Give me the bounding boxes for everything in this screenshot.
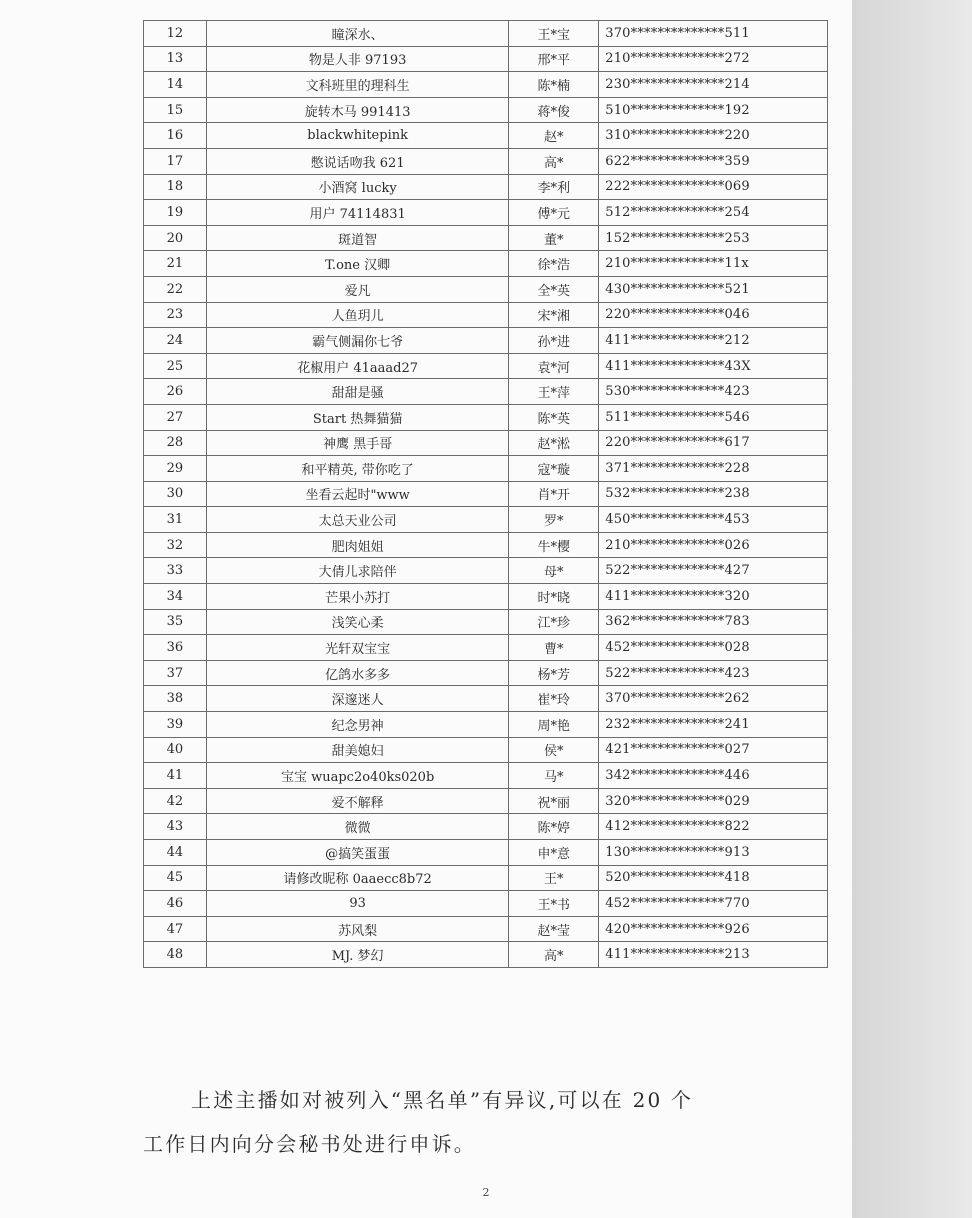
table-row: [144, 379, 828, 405]
id-number: 430**************521: [599, 276, 828, 302]
streamer-name: 崔*玲: [509, 686, 599, 712]
streamer-name: 马*: [509, 763, 599, 789]
id-number: 530**************423: [599, 379, 828, 405]
streamer-nickname: 浅笑心柔: [206, 609, 509, 635]
streamer-nickname: 憋说话吻我 621: [206, 148, 509, 174]
table-row: [144, 507, 828, 533]
streamer-name: 江*珍: [509, 609, 599, 635]
table-row: [144, 72, 828, 98]
id-number: 512**************254: [599, 200, 828, 226]
row-number: 37: [144, 660, 207, 686]
streamer-nickname: 深邃迷人: [206, 686, 509, 712]
streamer-nickname: 人鱼玥儿: [206, 302, 509, 328]
id-number: 230**************214: [599, 72, 828, 98]
row-number: 39: [144, 712, 207, 738]
id-number: 411**************213: [599, 942, 828, 968]
id-number: 452**************770: [599, 891, 828, 917]
id-number: 210**************11x: [599, 251, 828, 277]
id-number: 310**************220: [599, 123, 828, 149]
streamer-nickname: 光轩双宝宝: [206, 635, 509, 661]
id-number: 532**************238: [599, 481, 828, 507]
table-row: [144, 737, 828, 763]
table-row: [144, 302, 828, 328]
streamer-name: 时*晓: [509, 584, 599, 610]
streamer-nickname: @搞笑蛋蛋: [206, 840, 509, 866]
streamer-nickname: Start 热舞猫猫: [206, 404, 509, 430]
row-number: 40: [144, 737, 207, 763]
streamer-name: 赵*淞: [509, 430, 599, 456]
id-number: 232**************241: [599, 712, 828, 738]
streamer-name: 牛*樱: [509, 532, 599, 558]
streamer-nickname: 旋转木马 991413: [206, 97, 509, 123]
table-row: [144, 712, 828, 738]
streamer-nickname: 坐看云起时"www: [206, 481, 509, 507]
table-row: [144, 225, 828, 251]
id-number: 411**************320: [599, 584, 828, 610]
streamer-name: 徐*浩: [509, 251, 599, 277]
row-number: 22: [144, 276, 207, 302]
id-number: 452**************028: [599, 635, 828, 661]
table-row: [144, 532, 828, 558]
id-number: 220**************046: [599, 302, 828, 328]
row-number: 25: [144, 353, 207, 379]
streamer-nickname: 和平精英, 带你吃了: [206, 456, 509, 482]
row-number: 31: [144, 507, 207, 533]
row-number: 45: [144, 865, 207, 891]
row-number: 16: [144, 123, 207, 149]
table-row: [144, 840, 828, 866]
streamer-name: 杨*芳: [509, 660, 599, 686]
streamer-nickname: 物是人非 97193: [206, 46, 509, 72]
streamer-name: 赵*: [509, 123, 599, 149]
blacklist-table: [143, 20, 828, 968]
id-number: 222**************069: [599, 174, 828, 200]
id-number: 510**************192: [599, 97, 828, 123]
streamer-name: 李*利: [509, 174, 599, 200]
streamer-nickname: 用户 74114831: [206, 200, 509, 226]
streamer-nickname: 93: [206, 891, 509, 917]
row-number: 23: [144, 302, 207, 328]
streamer-name: 周*艳: [509, 712, 599, 738]
note-line-1: 上述主播如对被列入“黑名单”有异议,可以在 20 个: [191, 1088, 694, 1112]
page-number: 2: [482, 1186, 490, 1199]
streamer-nickname: 芒果小苏打: [206, 584, 509, 610]
row-number: 35: [144, 609, 207, 635]
streamer-nickname: 太总天业公司: [206, 507, 509, 533]
streamer-name: 蒋*俊: [509, 97, 599, 123]
row-number: 30: [144, 481, 207, 507]
table-row: [144, 609, 828, 635]
row-number: 19: [144, 200, 207, 226]
row-number: 20: [144, 225, 207, 251]
row-number: 43: [144, 814, 207, 840]
row-number: 14: [144, 72, 207, 98]
row-number: 29: [144, 456, 207, 482]
id-number: 420**************926: [599, 916, 828, 942]
streamer-nickname: 甜甜是骚: [206, 379, 509, 405]
streamer-name: 宋*湘: [509, 302, 599, 328]
table-row: [144, 21, 828, 47]
streamer-name: 傅*元: [509, 200, 599, 226]
streamer-nickname: blackwhitepink: [206, 123, 509, 149]
streamer-name: 邢*平: [509, 46, 599, 72]
table-row: [144, 276, 828, 302]
id-number: 370**************262: [599, 686, 828, 712]
streamer-name: 袁*河: [509, 353, 599, 379]
id-number: 412**************822: [599, 814, 828, 840]
streamer-name: 孙*进: [509, 328, 599, 354]
streamer-name: 高*: [509, 942, 599, 968]
row-number: 32: [144, 532, 207, 558]
table-row: [144, 788, 828, 814]
streamer-nickname: 纪念男神: [206, 712, 509, 738]
streamer-name: 王*书: [509, 891, 599, 917]
streamer-name: 陈*英: [509, 404, 599, 430]
table-row: [144, 148, 828, 174]
id-number: 320**************029: [599, 788, 828, 814]
note-line-2: 工作日内向分会秘书处进行申诉。: [143, 1132, 476, 1156]
id-number: 220**************617: [599, 430, 828, 456]
row-number: 21: [144, 251, 207, 277]
streamer-nickname: 肥肉姐姐: [206, 532, 509, 558]
row-number: 26: [144, 379, 207, 405]
streamer-nickname: MJ. 梦幻: [206, 942, 509, 968]
streamer-name: 肖*开: [509, 481, 599, 507]
streamer-nickname: 爱凡: [206, 276, 509, 302]
id-number: 152**************253: [599, 225, 828, 251]
table-row: [144, 763, 828, 789]
streamer-name: 罗*: [509, 507, 599, 533]
table-row: [144, 97, 828, 123]
table-row: [144, 404, 828, 430]
streamer-name: 王*萍: [509, 379, 599, 405]
table-row: [144, 635, 828, 661]
table-row: [144, 814, 828, 840]
id-number: 342**************446: [599, 763, 828, 789]
streamer-nickname: 请修改昵称 0aaecc8b72: [206, 865, 509, 891]
id-number: 421**************027: [599, 737, 828, 763]
row-number: 24: [144, 328, 207, 354]
appeal-note: [143, 1078, 833, 1166]
row-number: 48: [144, 942, 207, 968]
streamer-name: 全*英: [509, 276, 599, 302]
table-row: [144, 46, 828, 72]
table-row: [144, 865, 828, 891]
streamer-name: 王*宝: [509, 21, 599, 47]
streamer-nickname: 小酒窝 lucky: [206, 174, 509, 200]
streamer-name: 董*: [509, 225, 599, 251]
streamer-nickname: 大倩儿求陪伴: [206, 558, 509, 584]
table-row: [144, 251, 828, 277]
streamer-name: 高*: [509, 148, 599, 174]
row-number: 18: [144, 174, 207, 200]
id-number: 522**************427: [599, 558, 828, 584]
table-row: [144, 558, 828, 584]
row-number: 36: [144, 635, 207, 661]
streamer-nickname: 爱不解释: [206, 788, 509, 814]
streamer-name: 母*: [509, 558, 599, 584]
table-row: [144, 430, 828, 456]
table-row: [144, 891, 828, 917]
id-number: 370**************511: [599, 21, 828, 47]
streamer-name: 祝*丽: [509, 788, 599, 814]
row-number: 44: [144, 840, 207, 866]
row-number: 15: [144, 97, 207, 123]
streamer-nickname: 霸气侧漏你七爷: [206, 328, 509, 354]
streamer-name: 陈*楠: [509, 72, 599, 98]
streamer-name: 侯*: [509, 737, 599, 763]
id-number: 371**************228: [599, 456, 828, 482]
streamer-nickname: 亿鸽水多多: [206, 660, 509, 686]
streamer-nickname: 文科班里的理科生: [206, 72, 509, 98]
streamer-name: 寇*璇: [509, 456, 599, 482]
id-number: 210**************026: [599, 532, 828, 558]
table-row: [144, 942, 828, 968]
streamer-nickname: 苏风梨: [206, 916, 509, 942]
scan-margin: [852, 0, 972, 1218]
blacklist-table-body: [144, 21, 828, 968]
table-row: [144, 481, 828, 507]
table-row: [144, 916, 828, 942]
id-number: 450**************453: [599, 507, 828, 533]
streamer-name: 申*意: [509, 840, 599, 866]
id-number: 511**************546: [599, 404, 828, 430]
streamer-nickname: T.one 汉卿: [206, 251, 509, 277]
id-number: 130**************913: [599, 840, 828, 866]
streamer-name: 赵*莹: [509, 916, 599, 942]
streamer-name: 曹*: [509, 635, 599, 661]
row-number: 46: [144, 891, 207, 917]
streamer-nickname: 宝宝 wuapc2o40ks020b: [206, 763, 509, 789]
streamer-nickname: 瞳深水、: [206, 21, 509, 47]
row-number: 41: [144, 763, 207, 789]
streamer-nickname: 甜美媳妇: [206, 737, 509, 763]
streamer-nickname: 神鹰 黑手哥: [206, 430, 509, 456]
table-row: [144, 456, 828, 482]
streamer-nickname: 花椒用户 41aaad27: [206, 353, 509, 379]
table-row: [144, 123, 828, 149]
streamer-name: 陈*婷: [509, 814, 599, 840]
row-number: 38: [144, 686, 207, 712]
table-row: [144, 584, 828, 610]
table-row: [144, 200, 828, 226]
row-number: 28: [144, 430, 207, 456]
streamer-nickname: 斑道智: [206, 225, 509, 251]
id-number: 362**************783: [599, 609, 828, 635]
table-row: [144, 686, 828, 712]
row-number: 17: [144, 148, 207, 174]
row-number: 42: [144, 788, 207, 814]
table-row: [144, 660, 828, 686]
row-number: 27: [144, 404, 207, 430]
id-number: 411**************43X: [599, 353, 828, 379]
row-number: 12: [144, 21, 207, 47]
id-number: 520**************418: [599, 865, 828, 891]
row-number: 34: [144, 584, 207, 610]
id-number: 622**************359: [599, 148, 828, 174]
table-row: [144, 328, 828, 354]
id-number: 411**************212: [599, 328, 828, 354]
row-number: 13: [144, 46, 207, 72]
id-number: 210**************272: [599, 46, 828, 72]
streamer-nickname: 微微: [206, 814, 509, 840]
table-row: [144, 353, 828, 379]
streamer-name: 王*: [509, 865, 599, 891]
id-number: 522**************423: [599, 660, 828, 686]
row-number: 47: [144, 916, 207, 942]
table-row: [144, 174, 828, 200]
row-number: 33: [144, 558, 207, 584]
